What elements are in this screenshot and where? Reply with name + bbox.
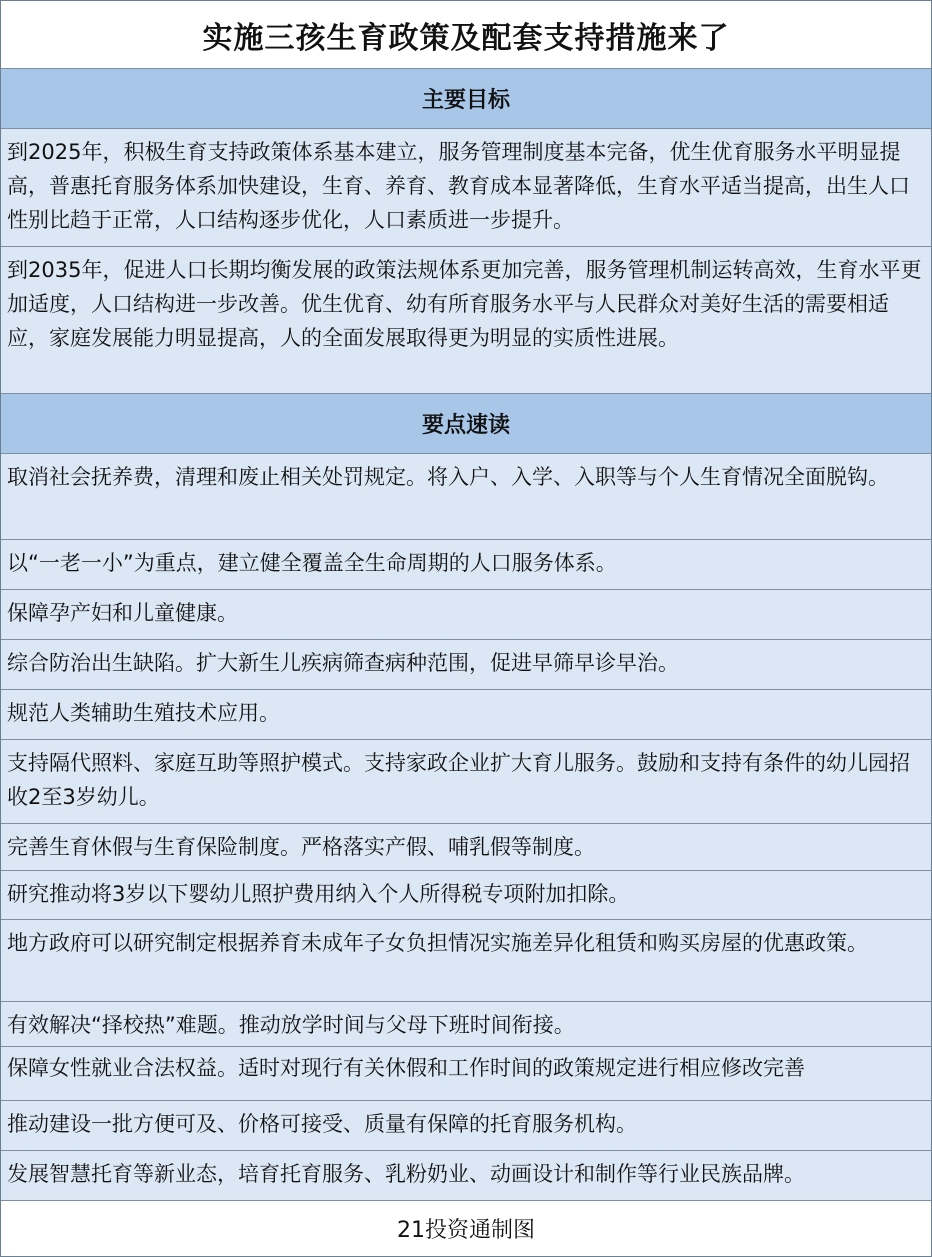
key-point-item: 推动建设一批方便可及、价格可接受、质量有保障的托育服务机构。 [1,1101,931,1151]
key-point-item: 以“一老一小”为重点，建立健全覆盖全生命周期的人口服务体系。 [1,540,931,590]
goal-2025: 到2025年，积极生育支持政策体系基本建立，服务管理制度基本完备，优生优育服务水平明显提高，普惠托育服务体系加快建设，生育、养育、教育成本显著降低，生育水平适当提高，出生人口性别比趋于正常，人口结构逐步优化，人口素质进一步提升。 [1,129,931,247]
key-point-item: 支持隔代照料、家庭互助等照护模式。支持家政企业扩大育儿服务。鼓励和支持有条件的幼儿园招收2至3岁幼儿。 [1,740,931,824]
key-point-item: 综合防治出生缺陷。扩大新生儿疾病筛查病种范围，促进早筛早诊早治。 [1,640,931,690]
key-point-item: 保障女性就业合法权益。适时对现行有关休假和工作时间的政策规定进行相应修改完善 [1,1047,931,1101]
goal-2035: 到2035年，促进人口长期均衡发展的政策法规体系更加完善，服务管理机制运转高效，生育水平更加适度，人口结构进一步改善。优生优育、幼有所育服务水平与人民群众对美好生活的需要相适应，家庭发展能力明显提高，人的全面发展取得更为明显的实质性进展。 [1,247,931,394]
key-point-item: 规范人类辅助生殖技术应用。 [1,690,931,740]
key-point-item: 取消社会抚养费，清理和废止相关处罚规定。将入户、入学、入职等与个人生育情况全面脱钩。 [1,454,931,540]
key-point-item: 地方政府可以研究制定根据养育未成年子女负担情况实施差异化租赁和购买房屋的优惠政策。 [1,920,931,1002]
key-point-item: 完善生育休假与生育保险制度。严格落实产假、哺乳假等制度。 [1,824,931,871]
section-header-goals: 主要目标 [1,69,931,129]
footer-credit: 21投资通制图 [1,1201,931,1256]
key-point-item: 研究推动将3岁以下婴幼儿照护费用纳入个人所得税专项附加扣除。 [1,871,931,920]
key-point-item: 保障孕产妇和儿童健康。 [1,590,931,640]
key-point-item: 发展智慧托育等新业态，培育托育服务、乳粉奶业、动画设计和制作等行业民族品牌。 [1,1151,931,1201]
page-title: 实施三孩生育政策及配套支持措施来了 [1,1,931,69]
section-header-key-points: 要点速读 [1,394,931,454]
key-point-item: 有效解决“择校热”难题。推动放学时间与父母下班时间衔接。 [1,1002,931,1047]
